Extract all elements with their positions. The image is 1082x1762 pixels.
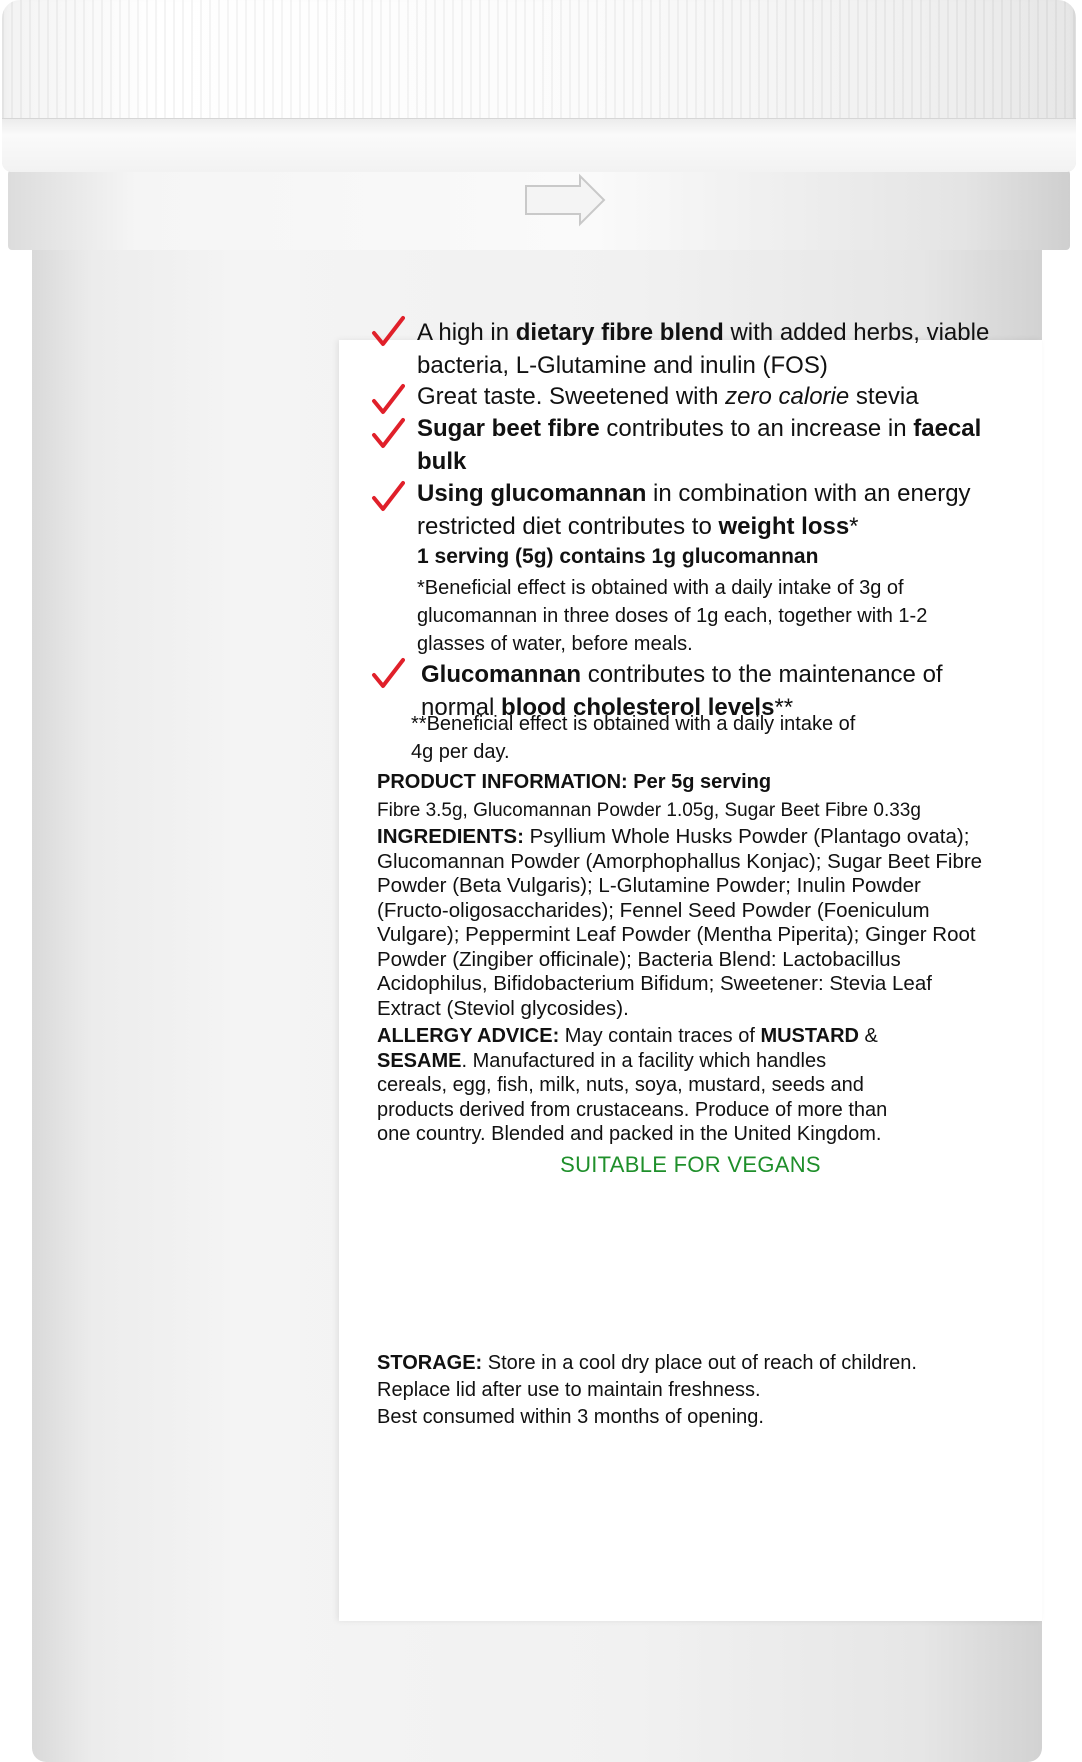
- ingredients-heading: INGREDIENTS:: [377, 825, 524, 848]
- claim-text: stevia: [849, 383, 919, 410]
- claim-fibre-blend: [375, 316, 1005, 382]
- claim-bold: blood cholesterol levels: [501, 694, 775, 721]
- checkmark-icon: [371, 656, 405, 690]
- product-information: [377, 768, 997, 825]
- storage-line: Replace lid after use to maintain freshness.: [377, 1379, 761, 1401]
- claim-text: contributes to the maintenance of normal: [421, 661, 943, 721]
- checkmark-icon: [371, 382, 405, 416]
- allergen-sesame: SESAME: [377, 1049, 462, 1072]
- lid-grip-ridges: [2, 0, 1076, 120]
- serving-glucomannan: 1 serving (5g) contains 1g glucomannan: [417, 545, 819, 568]
- storage-heading: STORAGE:: [377, 1352, 483, 1374]
- storage: [377, 1350, 997, 1431]
- ingredients-text: Psyllium Whole Husks Powder (Plantago ovata); Glucomannan Powder (Amorphophallus Konjac); Sugar Beet Fibre Powder (Beta Vulgaris); L-Glutamine Powder; Inulin Powder (Fructo-oligosaccharides); Fennel Seed Powder (Foeniculum Vulgare); Peppermint Leaf Powder (Mentha Piperita); Ginger Root Powder (Zingiber officinale); Bacteria Blend: Lactobacillus Acidophilus, Bifidobacterium Bifidum; Sweetener: Stevia Leaf Extract (Steviol glycosides).: [377, 825, 983, 1020]
- claim-glucomannan-weight: [375, 477, 1005, 571]
- lid-arrow-icon: [520, 168, 610, 232]
- claim-bold: faecal bulk: [417, 415, 982, 475]
- product-information-heading: PRODUCT INFORMATION: Per 5g serving: [377, 771, 772, 793]
- allergy-text: May contain traces of: [559, 1025, 761, 1047]
- vegan-badge: SUITABLE FOR VEGANS: [560, 1152, 821, 1177]
- checkmark-icon: [371, 416, 405, 450]
- allergy-text: &: [858, 1025, 878, 1047]
- claim-text: A high in: [417, 319, 516, 346]
- lid-band: [2, 118, 1076, 172]
- footnote-weight-loss: *Beneficial effect is obtained with a daily intake of 3g of glucomannan in three doses of 1g each, together with 1-2 glasses of water, before meals.: [417, 577, 928, 655]
- claim-text: contributes to an increase in: [599, 415, 914, 442]
- claim-text: with added herbs, viable bacteria, L-Glutamine and inulin (FOS): [417, 319, 990, 379]
- product-label: [339, 319, 1042, 1621]
- storage-line: Best consumed within 3 months of opening.: [377, 1406, 764, 1428]
- allergy-text: . Manufactured in a facility which handles cereals, egg, fish, milk, nuts, soya, mustard, seeds and products derived from crustaceans. Produce of more than one country. Blended and packed in the United Kingdom.: [377, 1049, 888, 1145]
- claim-bold: Sugar beet fibre: [417, 415, 600, 442]
- claim-text: *: [849, 513, 859, 540]
- claim-text: **: [774, 694, 794, 721]
- claim-sugar-beet: [375, 412, 1005, 478]
- claim-bold: weight loss: [718, 513, 850, 540]
- allergy-heading: ALLERGY ADVICE:: [377, 1025, 560, 1047]
- claim-italic: zero calorie: [725, 383, 850, 410]
- product-information-text: Fibre 3.5g, Glucomannan Powder 1.05g, Sugar Beet Fibre 0.33g: [377, 800, 921, 821]
- allergy-advice: [377, 1024, 892, 1147]
- claim-taste: [375, 380, 1005, 413]
- claim-text: in combination with an energy restricted diet contributes to: [417, 480, 971, 540]
- storage-line: Store in a cool dry place out of reach of children.: [482, 1352, 917, 1374]
- footnote-cholesterol: **Beneficial effect is obtained with a daily intake of 4g per day.: [411, 713, 856, 763]
- claim-text: Great taste. Sweetened with: [417, 383, 726, 410]
- claim-bold: Using glucomannan: [417, 480, 647, 507]
- allergen-mustard: MUSTARD: [760, 1025, 859, 1047]
- container-lid: [2, 0, 1076, 172]
- ingredients: [377, 825, 997, 1021]
- claim-bold: dietary fibre blend: [515, 319, 724, 346]
- checkmark-icon: [371, 479, 405, 513]
- checkmark-icon: [371, 314, 405, 348]
- claim-bold: Glucomannan: [421, 661, 582, 688]
